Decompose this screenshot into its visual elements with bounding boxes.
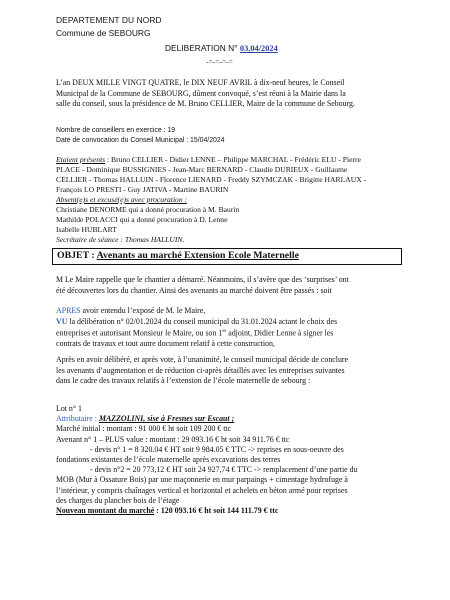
secretary-line: Secrétaire de séance : Thomas HALLUIN. — [56, 234, 185, 244]
initial-amount: Marché initial : montant : 91 000 € ht soit 109 200 € ttc — [56, 424, 232, 434]
apres-keyword: APRES — [56, 306, 81, 315]
deliberation-number: 03.04/2024 — [239, 44, 278, 53]
new-total-value: : 120 093.16 € ht soit 144 111.79 € ttc — [154, 506, 279, 516]
decision-line: Après en avoir délibéré, et après vote, à l’unanimité, le conseil municipal décide de conclure — [56, 355, 349, 364]
devis-line: des charges du plancher bois de l’étage — [56, 495, 180, 505]
apres-text: avoir entendu l’exposé de M. le Maire, — [80, 306, 206, 315]
vu-line — [56, 327, 406, 339]
lot-1-block — [56, 404, 416, 516]
intro-line: salle du conseil, sous la présidence de M. Bruno CELLIER, Maire de la commune de Sebourg. — [56, 99, 355, 109]
new-total-label: Nouveau montant du marché — [56, 506, 155, 516]
header-separator: -=-=-=-= — [206, 57, 233, 66]
maire-paragraph — [56, 275, 406, 296]
devis-line: - devis n°2 = 20 773,12 € HT soit 24 927,74 € TTC -> remplacement d’une partie du — [90, 465, 358, 475]
member-count: Nombre de conseillers en exercice : 19 — [56, 127, 176, 134]
vu-keyword: VU — [56, 316, 68, 326]
deliberation-heading — [165, 43, 278, 53]
vu-line: contrats de travaux et tout autre document relatif à cette construction, — [56, 339, 275, 349]
considerations-block — [56, 306, 406, 350]
devis-line: fondations existantes de l’école maternelle après excavations des terres — [56, 455, 281, 465]
decision-paragraph — [56, 355, 406, 387]
vu-text: entreprises et autorisant Monsieur le Maire, ou son 1 — [56, 328, 223, 338]
commune-heading: Commune de SEBOURG — [56, 28, 151, 38]
deliberation-label: DELIBERATION N° — [165, 43, 238, 53]
vu-text: adjoint, Didier Lenne à signer les — [226, 328, 334, 338]
company-name: MAZZOLINI, sise à Fresnes sur Escaut ; — [98, 414, 235, 424]
council-counts — [56, 126, 406, 147]
present-line: François LO PRESTI - Guy JATIVA - Martine BAURIN — [56, 184, 229, 194]
lot-title: Lot n° 1 — [56, 404, 82, 413]
avenant-amount: Avenant n° 1 – PLUS value : montant : 29 093.16 € ht soit 34 911.76 € ttc — [56, 434, 290, 444]
department-heading: DEPARTEMENT DU NORD — [56, 15, 162, 25]
vu-line — [56, 317, 406, 328]
maire-line: été découvertes lors du chantier. Ainsi des avenants au marché doivent être passés : soit — [56, 285, 332, 295]
apres-line — [56, 306, 406, 317]
new-total-line — [56, 506, 416, 516]
devis-line: l’intérieur, y compris chaînages vertical et horizontal et achelets en béton armé pour reprises — [56, 485, 348, 495]
present-label: Etaient présents — [56, 155, 106, 164]
intro-line: Municipal de la Commune de SEBOURG, dûment convoqué, s’est réuni à la Mairie dans la — [56, 88, 346, 98]
intro-paragraph — [56, 78, 406, 110]
present-names: : Bruno CELLIER - Didier LENNE – Philippe MARCHAL - Frédéric ELU - Pierre — [105, 155, 361, 164]
devis-line: - devis n° 1 = 8 320.04 € HT soit 9 984.05 € TTC -> reprises en sous-oeuvre des — [90, 444, 344, 454]
proxy-line: Mathilde POLACCI qui a donné procuration à D. Lenne — [56, 214, 228, 224]
vu-text: la délibération n° 02/01.2024 du conseil municipal du 31.01.2024 actant le choix des — [67, 316, 338, 326]
objet-label: OBJET : — [57, 250, 95, 261]
proxy-line: Christiane DENORME qui a donné procuration à M. Baurin — [56, 204, 240, 214]
present-line — [56, 155, 404, 165]
present-line: PLACE - Dominique BUSSIGNIES - Jean-Marc BERNARD - Claudie DURIEUX - Guillaume — [56, 164, 348, 174]
intro-line: L’an DEUX MILLE VINGT QUATRE, le DIX NEUF AVRIL à dix-neuf heures, le Conseil — [56, 78, 345, 87]
present-line: CELLIER - Thomas HALLUIN - Florence LIENARD - Freddy SZYMCZAK - Brigitte HARLAUX - — [56, 174, 367, 184]
convocation-date: Date de convocation du Conseil Municipal : 15/04/2024 — [56, 137, 225, 145]
attendance-block — [56, 155, 404, 245]
absent-line: Isabelle HUBLART — [56, 224, 117, 234]
proxy-label: Absent(e)s et excusé(e)s avec procuration : — [56, 194, 188, 204]
maire-line: M Le Maire rappelle que le chantier a démarré. Néanmoins, il s’avère que des ‘surprises’ ont — [56, 275, 349, 284]
decision-line: les avenants d’augmentation et de réduction ci-après détaillés avec les entreprises suivantes — [56, 365, 345, 375]
decision-line: dans le cadre des travaux relatifs à l’extension de l’école maternelle de sebourg : — [56, 376, 311, 386]
objet-subject: Avenants au marché Extension Ecole Maternelle — [96, 250, 299, 261]
objet-title — [57, 250, 299, 261]
vu-superscript: er — [222, 329, 227, 335]
attributaire-label: Attributaire : — [56, 414, 97, 424]
attributaire-line — [56, 414, 416, 424]
devis-line: MOB (Mur à Ossature Bois) par une maçonnerie en mur parpaings + cimentage hydrofuge à — [56, 475, 348, 485]
